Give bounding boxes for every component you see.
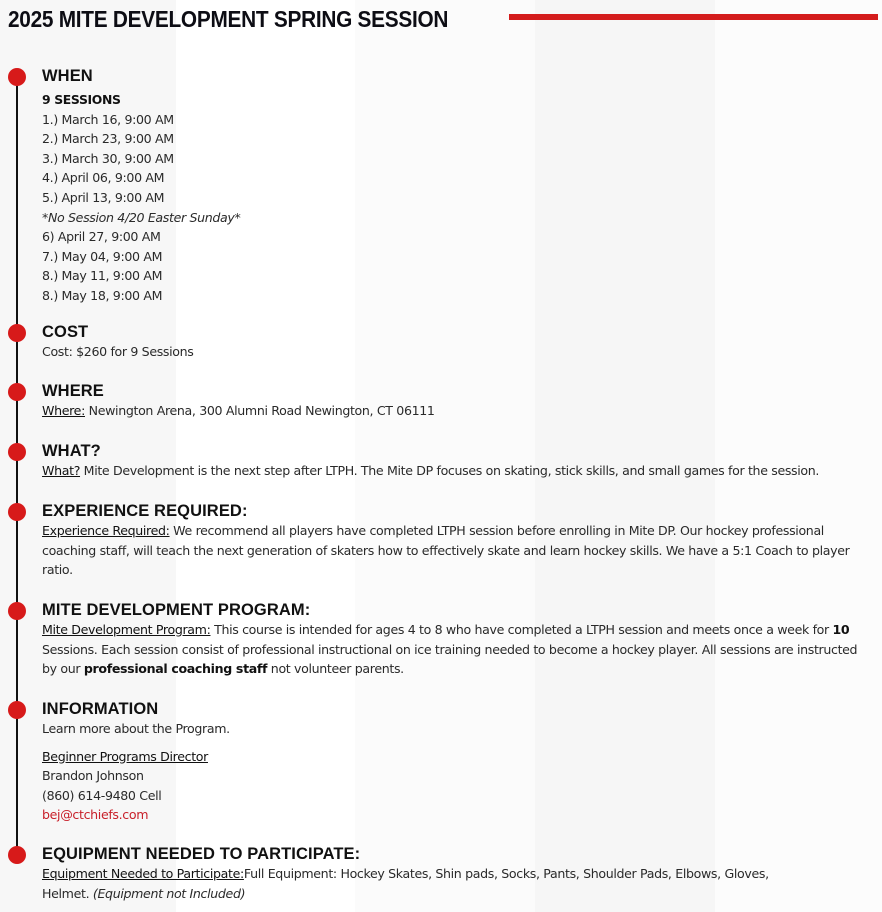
contact-email-link[interactable]: bej@ctchiefs.com (42, 807, 149, 823)
equipment-note: (Equipment not Included) (92, 885, 246, 901)
session-date: 6) April 27, 9:00 AM (42, 229, 161, 245)
section-heading-when: WHEN (42, 67, 93, 85)
section-when (42, 66, 872, 306)
timeline-dot-icon (8, 701, 26, 719)
section-heading-information: INFORMATION (42, 700, 159, 718)
section-heading-equipment: EQUIPMENT NEEDED TO PARTICIPATE: (42, 845, 361, 863)
session-date: 4.) April 06, 9:00 AM (42, 170, 165, 186)
session-date: 8.) May 11, 9:00 AM (42, 268, 163, 284)
session-count-bold: 10 (832, 622, 850, 637)
timeline-dot-icon (8, 846, 26, 864)
session-date: 8.) May 18, 9:00 AM (42, 287, 163, 303)
section-information (42, 699, 872, 825)
sessions-count-label: 9 SESSIONS (42, 92, 121, 107)
session-date: 3.) March 30, 9:00 AM (42, 150, 174, 166)
what-text (42, 461, 872, 481)
timeline-dot-icon (8, 503, 26, 521)
equipment-label: Equipment Needed to Participate: (42, 866, 244, 881)
where-label: Where: (42, 403, 85, 418)
program-text: Mite Development Program: This course is intended for ages 4 to 8 who have completed a LTPH session and meets once a week for 10 Sessions. Each session consist of professional instructional on ice training needed to become a hockey player. All sessions are instructed by our professional coaching staff not volunteer parents. (42, 622, 858, 677)
session-date: 7.) May 04, 9:00 AM (42, 248, 163, 264)
contact-title: Beginner Programs Director (42, 748, 208, 764)
experience-text (42, 521, 868, 580)
section-program (42, 600, 874, 679)
cost-text: Cost: $260 for 9 Sessions (42, 344, 194, 359)
where-address: Newington Arena, 300 Alumni Road Newington, CT 06111 (84, 403, 435, 418)
title-divider (509, 14, 878, 20)
equipment-list: Full Equipment: Hockey Skates, Shin pads, Socks, Pants, Shoulder Pads, Elbows, Gloves, Helmet. (42, 866, 769, 901)
program-label: Mite Development Program: (42, 622, 211, 637)
section-equipment (42, 844, 792, 903)
timeline-dot-icon (8, 602, 26, 620)
what-description: Mite Development is the next step after LTPH. The Mite DP focuses on skating, stick skills, and small games for the session. (80, 463, 820, 478)
session-date: 5.) April 13, 9:00 AM (42, 189, 165, 205)
equipment-text (42, 864, 792, 903)
experience-label: Experience Required: (42, 523, 170, 538)
where-text (42, 401, 872, 421)
section-what (42, 441, 872, 481)
section-heading-experience: EXPERIENCE REQUIRED: (42, 502, 248, 520)
timeline-dot-icon (8, 68, 26, 86)
what-label: What? (42, 463, 81, 478)
no-session-note: *No Session 4/20 Easter Sunday* (42, 209, 241, 225)
section-heading-cost: COST (42, 323, 89, 341)
session-date: 2.) March 23, 9:00 AM (42, 131, 174, 147)
section-heading-what: WHAT? (42, 442, 101, 460)
contact-name: Brandon Johnson (42, 768, 144, 784)
timeline-dot-icon (8, 443, 26, 461)
information-intro: Learn more about the Program. (42, 721, 230, 736)
experience-description: We recommend all players have completed LTPH session before enrolling in Mite DP. Our hockey professional coaching staff, will teach the next generation of skaters how to effectively skate and learn hockey skills. We have a 5:1 Coach to player ratio. (42, 523, 850, 578)
session-schedule-list (42, 110, 872, 306)
timeline-dot-icon (8, 383, 26, 401)
contact-phone: (860) 614-9480 Cell (42, 787, 162, 803)
section-heading-program: MITE DEVELOPMENT PROGRAM: (42, 601, 311, 619)
section-cost (42, 322, 872, 362)
timeline-dot-icon (8, 324, 26, 342)
coaching-staff-bold: professional coaching staff (83, 661, 268, 677)
timeline-line (16, 75, 18, 855)
page-title: 2025 MITE DEVELOPMENT SPRING SESSION (8, 6, 449, 32)
session-date: 1.) March 16, 9:00 AM (42, 111, 174, 127)
section-experience (42, 501, 868, 580)
section-where (42, 381, 872, 421)
section-heading-where: WHERE (42, 382, 104, 400)
